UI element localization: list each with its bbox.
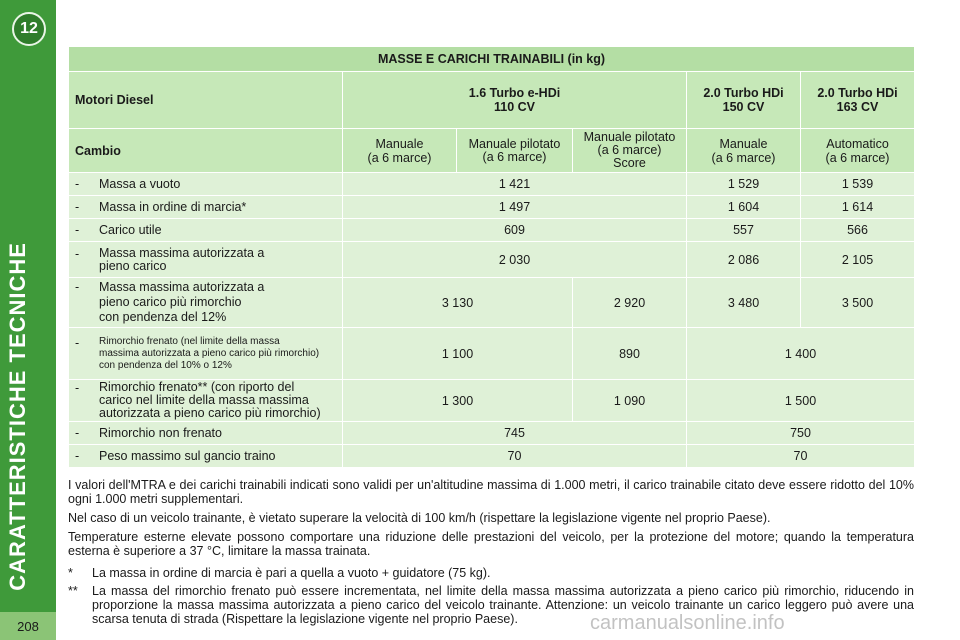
table-row [69,173,915,196]
page-number: 208 [0,612,56,640]
row-value: 1 614 [801,196,915,219]
table-title: MASSE E CARICHI TRAINABILI (in kg) [69,47,915,72]
table-row [69,219,915,242]
row-dash: - [75,381,80,395]
row-label: Rimorchio non frenato [99,426,222,440]
row-label: Massa massima autorizzata a pieno carico più rimorchio con pendenza del 12% [99,280,265,324]
row-value: 745 [343,422,687,445]
row-value: 2 105 [801,242,915,278]
table-row [69,380,915,422]
row-value: 70 [687,445,915,468]
chapter-sidebar [0,0,56,640]
row-value: 3 500 [801,278,915,328]
note-paragraph: I valori dell'MTRA e dei carichi trainabili indicati sono validi per un'altitudine massima di 1.000 metri, il carico trainabile citato deve essere ridotto del 10% ogni 1.000 metri supplementari. [68,478,914,506]
row-value: 3 480 [687,278,801,328]
row-value: 890 [573,328,687,380]
row-label: Massa a vuoto [99,177,181,191]
note-paragraph: Nel caso di un veicolo trainante, è vietato superare la velocità di 100 km/h (rispettare la legislazione vigente nel proprio Paese). [68,511,771,525]
row-label: Massa in ordine di marcia* [99,200,247,214]
table-row [69,328,915,380]
gearbox-3: Manuale pilotato (a 6 marce) Score [573,129,687,173]
footnote [68,584,914,626]
chapter-title: CARATTERISTICHE TECNICHE [5,242,30,591]
footnote [68,566,914,580]
masses-table [68,46,915,468]
row-label: Rimorchio frenato (nel limite della massa massima autorizzata a pieno carico più rimorchio) con pendenza del 10% o 12% [99,335,320,371]
row-dash: - [75,426,80,440]
row-value: 609 [343,219,687,242]
row-value: 1 497 [343,196,687,219]
row-value: 70 [343,445,687,468]
table-row [69,278,915,328]
row-label: Carico utile [99,223,162,237]
gearbox-1: Manuale (a 6 marce) [343,129,457,173]
row-value: 2 030 [343,242,687,278]
row-value: 1 500 [687,380,915,422]
row-value: 1 529 [687,173,801,196]
row-dash: - [75,177,80,191]
gearbox-header-label: Cambio [69,129,343,173]
row-value: 1 421 [343,173,687,196]
table-row [69,422,915,445]
gearbox-2: Manuale pilotato (a 6 marce) [457,129,573,173]
row-label: Peso massimo sul gancio traino [99,449,276,463]
engine-2: 2.0 Turbo HDi 150 CV [687,72,801,129]
row-dash: - [75,335,80,350]
gearbox-4: Manuale (a 6 marce) [687,129,801,173]
row-value: 566 [801,219,915,242]
row-value: 2 920 [573,278,687,328]
row-value: 1 604 [687,196,801,219]
row-value: 2 086 [687,242,801,278]
chapter-number-badge: 12 [12,12,46,46]
row-label: Rimorchio frenato** (con riporto del carico nel limite della massa massima autorizzata a pieno carico più rimorchio) [99,380,321,420]
row-value: 3 130 [343,278,573,328]
row-dash: - [75,449,80,463]
row-value: 1 300 [343,380,573,422]
row-dash: - [75,246,80,261]
engine-3: 2.0 Turbo HDi 163 CV [801,72,915,129]
engine-header-label: Motori Diesel [69,72,343,129]
watermark: carmanualsonline.info [590,612,785,634]
row-value: 1 090 [573,380,687,422]
footnote-mark: * [68,566,73,580]
row-value: 557 [687,219,801,242]
note-paragraph: Temperature esterne elevate possono comportare una riduzione delle prestazioni del veicolo, per la protezione del motore; quando la temperatura esterna è superiore a 37 °C, limitare la massa trainata. [68,530,914,558]
engine-1: 1.6 Turbo e-HDi 110 CV [343,72,687,129]
notes-section [68,478,914,563]
row-dash: - [75,200,80,214]
table-row [69,242,915,278]
row-value: 750 [687,422,915,445]
footnote-mark: ** [68,584,78,598]
row-dash: - [75,223,80,237]
footnotes [68,566,914,630]
footnote-text: La massa in ordine di marcia è pari a quella a vuoto + guidatore (75 kg). [92,566,491,580]
table-row [69,196,915,219]
table-row [69,445,915,468]
footnote-text: La massa del rimorchio frenato può essere incrementata, nel limite della massa massima autorizzata a pieno carico più rimorchio, riducendo in proporzione la massa massima autorizzata a pieno carico del veicolo trainante. Attenzione: un veicolo trainante un carico leggero può avere una scarsa tenuta di strada (Rispettare la legislazione vigente nel proprio Paese). [92,584,914,626]
row-dash: - [75,280,80,294]
row-value: 1 400 [687,328,915,380]
row-value: 1 100 [343,328,573,380]
row-label: Massa massima autorizzata a pieno carico [99,245,265,273]
gearbox-5: Automatico (a 6 marce) [801,129,915,173]
row-value: 1 539 [801,173,915,196]
